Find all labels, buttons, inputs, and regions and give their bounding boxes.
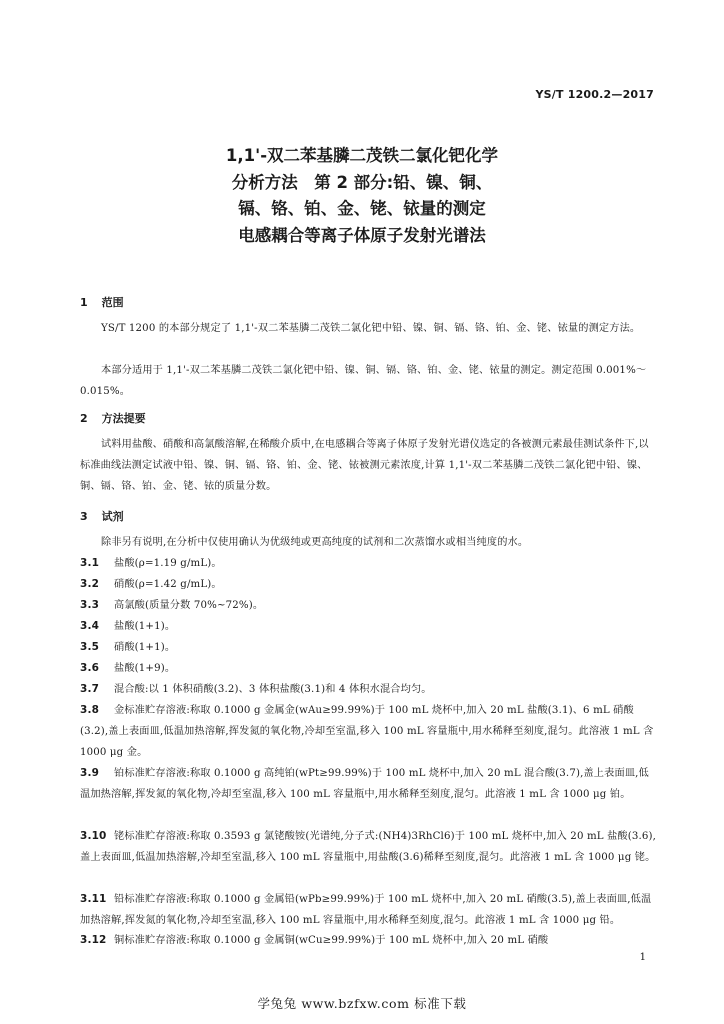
reagent-item-number: 3.9 [80,767,100,779]
reagent-item-number: 3.5 [80,641,100,653]
reagent-item-text: 金标准贮存溶液:称取 0.1000 g 金属金(wAu≥99.99%)于 100 mL 烧杯中,加入 20 mL 盐酸(3.1)、6 mL 硝酸(3.2),盖上表面皿,低温加热溶解,挥发氮的氧化物,冷却至室温,移入 100 mL 容量瓶中,用水稀释至刻度,混匀。此溶液 1 mL 含 1000 μg 金。 [80,705,654,758]
reagent-item-number: 3.10 [80,830,107,842]
reagent-item-number: 3.4 [80,620,100,632]
reagent-item-text: 铅标准贮存溶液:称取 0.1000 g 金属铅(wPb≥99.99%)于 100 mL 烧杯中,加入 20 mL 硝酸(3.5),盖上表面皿,低温加热溶解,挥发氮的氧化物,冷却至室温,移入 100 mL 容量瓶中,用水稀释至刻度,混匀。此溶液 1 mL 含 1000 μg 铅。 [80,894,652,926]
standard-number: YS/T 1200.2—2017 [535,88,654,101]
reagent-item-number: 3.7 [80,683,100,695]
reagent-item [80,553,657,574]
reagent-item-text: 盐酸(1+9)。 [114,663,176,674]
section-3-number: 3 [80,510,88,523]
reagent-item [80,595,657,616]
reagent-item-text: 高氯酸(质量分数 70%~72%)。 [114,600,264,611]
section-1-paragraph-1: YS/T 1200 的本部分规定了 1,1'-双二苯基膦二茂铁二氯化钯中铅、镍、铜、镉、铬、铂、金、铑、铱量的测定方法。 [101,323,641,334]
reagent-item [80,700,657,763]
section-2-number: 2 [80,412,88,425]
reagent-item [80,930,657,951]
reagent-item-text: 盐酸(1+1)。 [114,621,176,632]
reagent-item-number: 3.6 [80,662,100,674]
section-1-heading [80,294,124,310]
reagent-item-number: 3.12 [80,934,107,946]
reagent-item-number: 3.3 [80,599,100,611]
page-number: 1 [639,952,646,963]
reagent-item [80,637,657,658]
reagent-item-text: 盐酸(ρ=1.19 g/mL)。 [114,558,222,569]
section-1-paragraph-2: 本部分适用于 1,1'-双二苯基膦二茂铁二氯化钯中铅、镍、铜、镉、铬、铂、金、铑、铱量的测定。测定范围 0.001%～0.015%。 [80,365,647,397]
section-1-number: 1 [80,296,88,309]
reagent-item-number: 3.2 [80,578,100,590]
reagent-item-text: 硝酸(ρ=1.42 g/mL)。 [114,579,222,590]
section-3-intro: 除非另有说明,在分析中仅使用确认为优级纯或更高纯度的试剂和二次蒸馏水或相当纯度的水。 [101,537,529,548]
section-2-heading [80,410,146,426]
title-line-3: 镉、铬、铂、金、铑、铱量的测定 [238,199,486,218]
section-1-title: 范围 [101,296,124,309]
footer-watermark: 学兔兔 www.bzfxw.com 标准下载 [257,996,467,1011]
reagent-item [80,679,657,700]
section-2-title: 方法提要 [101,412,146,425]
title-line-1: 1,1'-双二苯基膦二茂铁二氯化钯化学 [225,146,499,165]
reagent-item [80,616,657,637]
reagent-item-text: 硝酸(1+1)。 [114,642,176,653]
reagent-item-text: 铜标准贮存溶液:称取 0.1000 g 金属铜(wCu≥99.99%)于 100 mL 烧杯中,加入 20 mL 硝酸 [114,935,549,946]
title-line-2: 分析方法 第 2 部分:铅、镍、铜、 [231,172,493,192]
reagent-item-text: 铑标准贮存溶液:称取 0.3593 g 氯铑酸铵(光谱纯,分子式:(NH4)3RhCl6)于 100 mL 烧杯中,加入 20 mL 盐酸(3.6),盖上表面皿,低温加热溶解,冷却至室温,移入 100 mL 容量瓶中,用盐酸(3.6)稀释至刻度,混匀。此溶液 1 mL 含 1000 μg 铑。 [80,831,657,863]
section-3-title: 试剂 [101,510,124,523]
reagent-item [80,889,657,931]
reagent-item-number: 3.8 [80,704,100,716]
reagent-item [80,826,657,868]
reagent-item [80,658,657,679]
document-title [0,143,724,249]
reagent-item [80,574,657,595]
title-line-4: 电感耦合等离子体原子发射光谱法 [238,225,486,245]
reagent-item-text: 铂标准贮存溶液:称取 0.1000 g 高纯铂(wPt≥99.99%)于 100 mL 烧杯中,加入 20 mL 混合酸(3.7),盖上表面皿,低温加热溶解,挥发氮的氧化物,冷却至室温,移入 100 mL 容量瓶中,用水稀释至刻度,混匀。此溶液 1 mL 含 1000 μg 铂。 [80,768,649,800]
section-3-heading [80,508,124,524]
reagent-item [80,763,657,805]
reagent-item-text: 混合酸:以 1 体积硝酸(3.2)、3 体积盐酸(3.1)和 4 体积水混合均匀。 [114,684,432,695]
reagent-item-number: 3.11 [80,893,107,905]
reagent-item-number: 3.1 [80,557,100,569]
section-2-paragraph-1: 试料用盐酸、硝酸和高氯酸溶解,在稀酸介质中,在电感耦合等离子体原子发射光谱仪选定的各被测元素最佳测试条件下,以标准曲线法测定试液中铅、镍、铜、镉、铬、铂、金、铑、铱被测元素浓度,计算 1,1'-双二苯基膦二茂铁二氯化钯中铅、镍、铜、镉、铬、铂、金、铑、铱的质量分数。 [80,439,649,492]
